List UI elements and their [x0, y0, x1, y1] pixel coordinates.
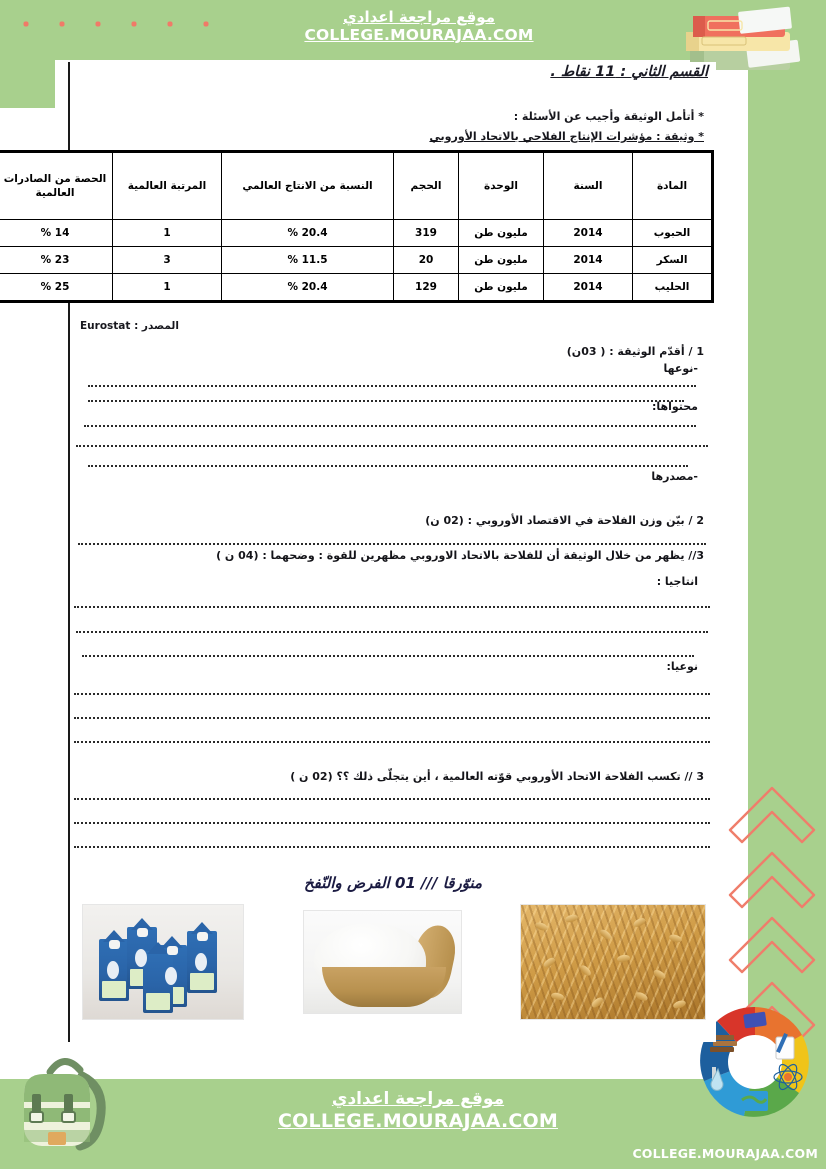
site-name-arabic-bottom: موقع مراجعة اعدادي — [331, 1089, 505, 1109]
table-header-row — [0, 152, 713, 220]
th-volume: الحجم — [394, 152, 459, 220]
answer-line[interactable] — [88, 462, 688, 467]
cell-unit: مليون طن — [459, 274, 544, 302]
table-row — [0, 247, 713, 274]
cell-material: الحبوب — [633, 220, 713, 247]
cell-material: السكر — [633, 247, 713, 274]
site-url-top: COLLEGE.MOURAJAA.COM — [304, 26, 534, 45]
question-1: 1 / أقدّم الوثيقة : ( 03ن) — [566, 345, 704, 358]
site-name-arabic: موقع مراجعة اعدادي — [343, 8, 495, 26]
site-banner-top — [233, 8, 605, 45]
cell-volume: 319 — [394, 220, 459, 247]
top-left-green-notch — [0, 60, 55, 108]
backpack-icon — [10, 1042, 120, 1157]
cell-export-share: 23 % — [0, 247, 113, 274]
cell-unit: مليون طن — [459, 220, 544, 247]
wheat-photo — [520, 904, 706, 1020]
question-2: 2 / بيّن وزن الفلاحة في الاقتصاد الأوروبي : (02 ن) — [425, 514, 704, 527]
question-3-qualitative: نوعيا: — [666, 660, 698, 673]
cell-year: 2014 — [544, 220, 633, 247]
answer-line[interactable] — [74, 795, 710, 800]
answer-line[interactable] — [74, 690, 710, 695]
source-line: المصدر : Eurostat — [80, 320, 179, 332]
answer-line[interactable] — [74, 843, 710, 848]
table-row — [0, 274, 713, 302]
question-1-type: -نوعها — [663, 362, 698, 375]
site-banner-bottom — [253, 1089, 583, 1133]
question-3: 3// يظهر من خلال الوثيقة أن للفلاحة بالاتحاد الاوروبي مظهرين للقوة : وضحهما : (04 ن ) — [216, 549, 704, 562]
answer-line[interactable] — [74, 714, 710, 719]
media-section-title: منوّرقا /// 01 الفرض والنّفخ — [303, 874, 483, 892]
footer-watermark-url: COLLEGE.MOURAJAA.COM — [632, 1146, 818, 1161]
cell-world-share: 11.5 % — [222, 247, 394, 274]
cell-world-rank: 3 — [113, 247, 222, 274]
question-1-source: -مصدرها — [651, 470, 698, 483]
answer-line[interactable] — [82, 652, 694, 657]
th-material: المادة — [633, 152, 713, 220]
th-world-rank: المرتبة العالمية — [113, 152, 222, 220]
question-3-productive: انتاجيا : — [656, 575, 698, 588]
answer-line[interactable] — [76, 442, 708, 447]
answer-line[interactable] — [74, 819, 710, 824]
answer-line[interactable] — [74, 738, 710, 743]
instruction-line: * أتأمل الوثيقة وأجيب عن الأسئلة : — [513, 110, 704, 123]
milk-photo — [82, 904, 244, 1020]
cell-volume: 20 — [394, 247, 459, 274]
cell-year: 2014 — [544, 274, 633, 302]
cell-material: الحليب — [633, 274, 713, 302]
sugar-photo — [303, 910, 462, 1014]
cell-year: 2014 — [544, 247, 633, 274]
indicators-table — [0, 150, 714, 303]
cell-unit: مليون طن — [459, 247, 544, 274]
answer-line[interactable] — [76, 628, 708, 633]
answer-line[interactable] — [78, 540, 706, 545]
cell-world-rank: 1 — [113, 274, 222, 302]
answer-line[interactable] — [74, 603, 710, 608]
dot-grid-icon — [8, 6, 213, 54]
indicators-table-wrap — [3, 150, 714, 303]
cell-world-share: 20.4 % — [222, 274, 394, 302]
cell-world-share: 20.4 % — [222, 220, 394, 247]
th-export-share: الحصة من الصادرات العالمية — [0, 152, 113, 220]
answer-line[interactable] — [88, 382, 696, 387]
site-url-bottom: COLLEGE.MOURAJAA.COM — [278, 1109, 558, 1132]
answer-line[interactable] — [88, 397, 684, 402]
th-unit: الوحدة — [459, 152, 544, 220]
question-4: 3 // تكسب الفلاحة الاتحاد الأوروبي قوّته العالمية ، أين يتجلّى ذلك ؟؟ (02 ن ) — [290, 770, 704, 783]
th-year: السنة — [544, 152, 633, 220]
cell-export-share: 14 % — [0, 220, 113, 247]
section-title: القسم الثاني : 11 نقاط . — [550, 64, 708, 80]
document-sheet — [3, 62, 716, 1042]
cell-world-rank: 1 — [113, 220, 222, 247]
chevron-up-icon — [724, 770, 820, 1040]
answer-line[interactable] — [84, 422, 696, 427]
cell-volume: 129 — [394, 274, 459, 302]
cell-export-share: 25 % — [0, 274, 113, 302]
question-1-content: محتواها: — [651, 400, 698, 413]
th-world-share: النسبة من الانتاج العالمي — [222, 152, 394, 220]
photo-strip — [82, 904, 706, 1026]
document-caption: * وثيقة : مؤشرات الإنتاج الفلاحي بالاتحاد الأوروبي — [429, 130, 704, 143]
table-row — [0, 220, 713, 247]
